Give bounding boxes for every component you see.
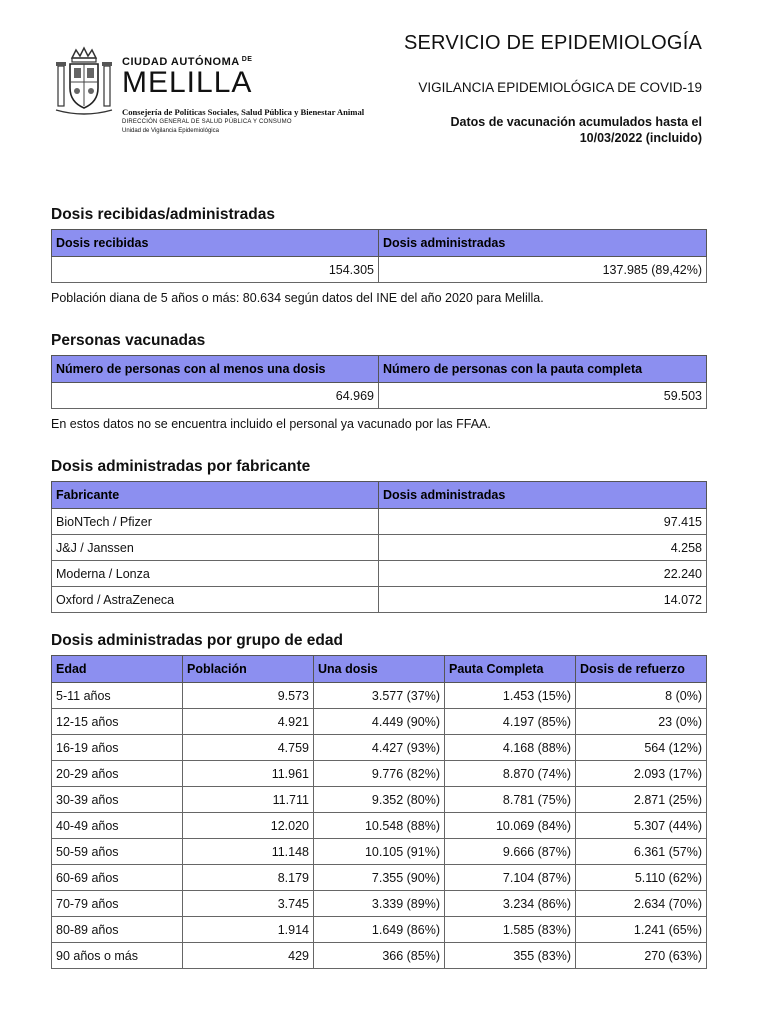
table-cell: 60-69 años: [52, 865, 183, 891]
table-row: [52, 709, 707, 735]
persons-section: [51, 332, 706, 431]
table-cell: 7.355 (90%): [314, 865, 445, 891]
data-date: [451, 114, 702, 146]
table-cell: 8 (0%): [576, 683, 707, 709]
table-header-cell: Edad: [52, 656, 183, 683]
manufacturer-table-body: [52, 509, 707, 613]
table-cell: 23 (0%): [576, 709, 707, 735]
table-cell: 4.759: [183, 735, 314, 761]
table-cell: 4.168 (88%): [445, 735, 576, 761]
table-cell: 9.776 (82%): [314, 761, 445, 787]
table-cell: 1.914: [183, 917, 314, 943]
table-cell: 5-11 años: [52, 683, 183, 709]
table-cell: 20-29 años: [52, 761, 183, 787]
table-cell: 3.234 (86%): [445, 891, 576, 917]
table-header-cell: Dosis de refuerzo: [576, 656, 707, 683]
table-row: [52, 561, 707, 587]
table-cell: 70-79 años: [52, 891, 183, 917]
doses-section: [51, 206, 706, 305]
table-header-cell: Número de personas con al menos una dosis: [52, 356, 379, 383]
table-cell: 5.307 (44%): [576, 813, 707, 839]
age-title: Dosis administradas por grupo de edad: [51, 632, 343, 649]
table-row: [52, 509, 707, 535]
table-row: [52, 535, 707, 561]
table-cell: 9.573: [183, 683, 314, 709]
table-cell: 1.241 (65%): [576, 917, 707, 943]
table-cell: Moderna / Lonza: [52, 561, 379, 587]
table-cell: 90 años o más: [52, 943, 183, 969]
table-cell: 429: [183, 943, 314, 969]
table-cell: 4.197 (85%): [445, 709, 576, 735]
table-header-row: [52, 356, 707, 383]
table-cell: 64.969: [52, 383, 379, 409]
manufacturer-title: Dosis administradas por fabricante: [51, 458, 311, 475]
table-cell: 59.503: [379, 383, 707, 409]
table-row: [52, 761, 707, 787]
table-row: [52, 865, 707, 891]
table-cell: 2.871 (25%): [576, 787, 707, 813]
table-row: [52, 683, 707, 709]
data-date-line1: Datos de vacunación acumulados hasta el: [450, 115, 702, 129]
data-date-line2: 10/03/2022 (incluido): [579, 131, 702, 145]
doses-note: Población diana de 5 años o más: 80.634 según datos del INE del año 2020 para Melilla.: [51, 291, 544, 305]
table-cell: 10.069 (84%): [445, 813, 576, 839]
logo-melilla: MELILLA: [122, 66, 253, 99]
table-header-cell: Número de personas con la pauta completa: [379, 356, 707, 383]
doses-table: [51, 229, 707, 283]
table-cell: 3.339 (89%): [314, 891, 445, 917]
manufacturer-table: [51, 481, 707, 613]
table-cell: 14.072: [379, 587, 707, 613]
table-cell: 4.921: [183, 709, 314, 735]
table-row: [52, 383, 707, 409]
table-row: [52, 735, 707, 761]
table-cell: 11.148: [183, 839, 314, 865]
persons-title: Personas vacunadas: [51, 332, 206, 349]
table-cell: 3.577 (37%): [314, 683, 445, 709]
table-cell: 22.240: [379, 561, 707, 587]
table-cell: 9.666 (87%): [445, 839, 576, 865]
age-section: [51, 632, 706, 969]
table-row: [52, 813, 707, 839]
table-header-cell: Fabricante: [52, 482, 379, 509]
table-cell: 16-19 años: [52, 735, 183, 761]
table-cell: 8.781 (75%): [445, 787, 576, 813]
table-row: [52, 943, 707, 969]
table-cell: 366 (85%): [314, 943, 445, 969]
table-cell: 40-49 años: [52, 813, 183, 839]
table-cell: 1.585 (83%): [445, 917, 576, 943]
table-cell: 5.110 (62%): [576, 865, 707, 891]
table-cell: Oxford / AstraZeneca: [52, 587, 379, 613]
table-cell: 9.352 (80%): [314, 787, 445, 813]
table-cell: 30-39 años: [52, 787, 183, 813]
table-header-cell: Dosis recibidas: [52, 230, 379, 257]
coat-of-arms-icon: [52, 44, 116, 118]
table-row: [52, 839, 707, 865]
table-cell: 4.258: [379, 535, 707, 561]
table-row: [52, 787, 707, 813]
table-cell: 4.427 (93%): [314, 735, 445, 761]
table-row: [52, 587, 707, 613]
logo-direccion: DIRECCIÓN GENERAL DE SALUD PÚBLICA Y CONSUMO: [122, 119, 292, 125]
table-cell: 2.093 (17%): [576, 761, 707, 787]
table-cell: 7.104 (87%): [445, 865, 576, 891]
logo-unidad: Unidad de Vigilancia Epidemiológica: [122, 128, 219, 134]
table-cell: 137.985 (89,42%): [379, 257, 707, 283]
table-header-row: [52, 482, 707, 509]
logo-city-label: CIUDAD AUTÓNOMA $^{DE}$: [122, 56, 253, 68]
melilla-logo: [52, 44, 372, 144]
table-cell: 11.711: [183, 787, 314, 813]
table-cell: 3.745: [183, 891, 314, 917]
table-cell: 11.961: [183, 761, 314, 787]
table-row: [52, 891, 707, 917]
page-subtitle: VIGILANCIA EPIDEMIOLÓGICA DE COVID-19: [418, 80, 702, 95]
table-cell: 154.305: [52, 257, 379, 283]
table-header-cell: Pauta Completa: [445, 656, 576, 683]
table-cell: 10.105 (91%): [314, 839, 445, 865]
table-cell: 8.179: [183, 865, 314, 891]
table-cell: 2.634 (70%): [576, 891, 707, 917]
table-cell: 1.649 (86%): [314, 917, 445, 943]
table-header-row: [52, 230, 707, 257]
table-cell: 270 (63%): [576, 943, 707, 969]
logo-consejeria: Consejería de Políticas Sociales, Salud Pública y Bienestar Animal: [122, 107, 365, 117]
age-table: [51, 655, 707, 969]
table-header-cell: Una dosis: [314, 656, 445, 683]
table-cell: 97.415: [379, 509, 707, 535]
table-header-cell: Dosis administradas: [379, 482, 707, 509]
table-cell: 564 (12%): [576, 735, 707, 761]
persons-note: En estos datos no se encuentra incluido el personal ya vacunado por las FFAA.: [51, 417, 491, 431]
table-header-cell: Población: [183, 656, 314, 683]
persons-table: [51, 355, 707, 409]
table-cell: 8.870 (74%): [445, 761, 576, 787]
page-title: SERVICIO DE EPIDEMIOLOGÍA: [403, 32, 702, 54]
table-cell: 6.361 (57%): [576, 839, 707, 865]
table-cell: 80-89 años: [52, 917, 183, 943]
table-header-cell: Dosis administradas: [379, 230, 707, 257]
table-cell: J&J / Janssen: [52, 535, 379, 561]
age-table-body: [52, 683, 707, 969]
table-row: [52, 257, 707, 283]
table-cell: 1.453 (15%): [445, 683, 576, 709]
table-cell: BioNTech / Pfizer: [52, 509, 379, 535]
table-cell: 50-59 años: [52, 839, 183, 865]
table-cell: 4.449 (90%): [314, 709, 445, 735]
manufacturer-section: [51, 458, 706, 613]
table-row: [52, 917, 707, 943]
doses-title: Dosis recibidas/administradas: [51, 206, 275, 223]
table-cell: 12-15 años: [52, 709, 183, 735]
table-cell: 12.020: [183, 813, 314, 839]
table-cell: 10.548 (88%): [314, 813, 445, 839]
table-header-row: [52, 656, 707, 683]
table-cell: 355 (83%): [445, 943, 576, 969]
